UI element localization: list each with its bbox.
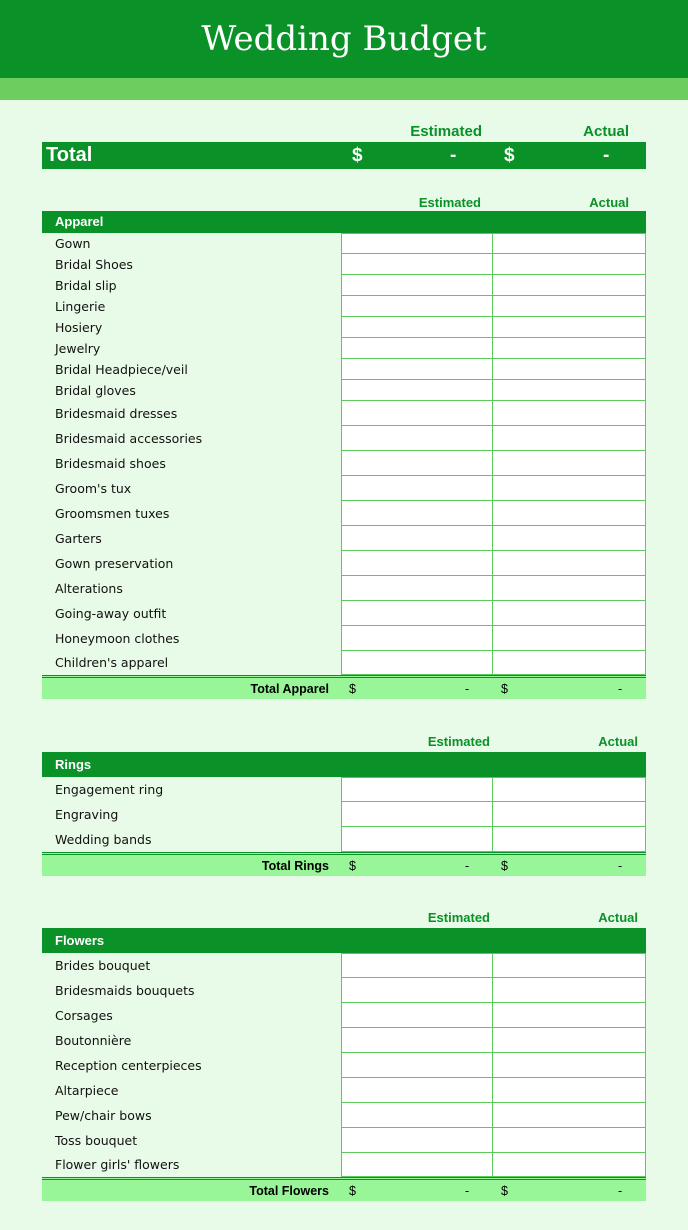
estimated-cell[interactable] xyxy=(341,1028,493,1053)
actual-cell[interactable] xyxy=(493,777,646,802)
estimated-cell[interactable] xyxy=(341,1153,493,1177)
actual-cell[interactable] xyxy=(493,1053,646,1078)
rings-title: Rings xyxy=(42,752,646,777)
estimated-cell[interactable] xyxy=(341,1003,493,1028)
actual-cell[interactable] xyxy=(493,576,646,601)
apparel-section xyxy=(42,211,646,699)
actual-cell[interactable] xyxy=(493,317,646,338)
estimated-cell[interactable] xyxy=(341,953,493,978)
flowers-total-actual-currency: $ xyxy=(501,1184,508,1198)
actual-cell[interactable] xyxy=(493,827,646,852)
actual-cell[interactable] xyxy=(493,601,646,626)
estimated-cell[interactable] xyxy=(341,233,493,254)
estimated-cell[interactable] xyxy=(341,1128,493,1153)
table-row xyxy=(42,978,646,1003)
summary-actual-header: Actual xyxy=(583,123,629,140)
actual-cell[interactable] xyxy=(493,1103,646,1128)
table-row xyxy=(42,1003,646,1028)
table-row xyxy=(42,501,646,526)
actual-cell[interactable] xyxy=(493,254,646,275)
apparel-estimated-header: Estimated xyxy=(418,195,481,210)
apparel-total-estimated-value: - xyxy=(465,682,470,696)
flowers-total-estimated-currency: $ xyxy=(349,1184,356,1198)
estimated-cell[interactable] xyxy=(341,401,493,426)
item-label: Engagement ring xyxy=(55,782,164,797)
actual-cell[interactable] xyxy=(493,380,646,401)
estimated-cell[interactable] xyxy=(341,526,493,551)
estimated-cell[interactable] xyxy=(341,802,493,827)
item-label: Wedding bands xyxy=(55,832,152,847)
actual-cell[interactable] xyxy=(493,1078,646,1103)
estimated-cell[interactable] xyxy=(341,501,493,526)
item-label: Jewelry xyxy=(55,341,101,356)
estimated-cell[interactable] xyxy=(341,651,493,675)
estimated-cell[interactable] xyxy=(341,380,493,401)
table-row xyxy=(42,601,646,626)
grand-total-bar xyxy=(42,142,646,169)
actual-cell[interactable] xyxy=(493,978,646,1003)
actual-cell[interactable] xyxy=(493,651,646,675)
rings-total-estimated-value: - xyxy=(465,859,470,873)
rings-estimated-header: Estimated xyxy=(427,734,490,749)
estimated-cell[interactable] xyxy=(341,551,493,576)
table-row xyxy=(42,802,646,827)
page-title: Wedding Budget xyxy=(0,0,688,78)
actual-cell[interactable] xyxy=(493,1153,646,1177)
rings-total-estimated-currency: $ xyxy=(349,859,356,873)
item-label: Corsages xyxy=(55,1008,113,1023)
actual-cell[interactable] xyxy=(493,551,646,576)
flowers-total-row xyxy=(42,1177,646,1201)
flowers-section xyxy=(42,928,646,1201)
actual-cell[interactable] xyxy=(493,296,646,317)
table-row xyxy=(42,626,646,651)
rings-total-label: Total Rings xyxy=(261,859,329,873)
flowers-total-actual-value: - xyxy=(618,1184,623,1198)
item-label: Pew/chair bows xyxy=(55,1108,152,1123)
item-label: Bridesmaids bouquets xyxy=(55,983,195,998)
item-label: Bridal Shoes xyxy=(55,257,133,272)
estimated-cell[interactable] xyxy=(341,254,493,275)
estimated-cell[interactable] xyxy=(341,1078,493,1103)
actual-cell[interactable] xyxy=(493,802,646,827)
table-row xyxy=(42,380,646,401)
item-label: Garters xyxy=(55,531,102,546)
estimated-cell[interactable] xyxy=(341,1053,493,1078)
actual-cell[interactable] xyxy=(493,426,646,451)
apparel-title: Apparel xyxy=(42,211,646,233)
table-row xyxy=(42,359,646,380)
apparel-total-actual-value: - xyxy=(618,682,623,696)
item-label: Toss bouquet xyxy=(55,1133,138,1148)
table-row xyxy=(42,317,646,338)
item-label: Gown preservation xyxy=(55,556,174,571)
actual-cell[interactable] xyxy=(493,476,646,501)
actual-cell[interactable] xyxy=(493,1003,646,1028)
item-label: Lingerie xyxy=(55,299,106,314)
item-label: Bridal Headpiece/veil xyxy=(55,362,188,377)
item-label: Hosiery xyxy=(55,320,103,335)
table-row xyxy=(42,953,646,978)
actual-cell[interactable] xyxy=(493,451,646,476)
flowers-total-label: Total Flowers xyxy=(249,1184,329,1198)
table-row xyxy=(42,338,646,359)
grand-total-actual-value: - xyxy=(603,145,610,166)
apparel-total-actual-currency: $ xyxy=(501,682,508,696)
flowers-title: Flowers xyxy=(42,928,646,953)
table-row xyxy=(42,401,646,426)
header-band xyxy=(0,78,688,100)
estimated-cell[interactable] xyxy=(341,626,493,651)
estimated-cell[interactable] xyxy=(341,359,493,380)
table-row xyxy=(42,1028,646,1053)
rings-total-row xyxy=(42,852,646,876)
actual-cell[interactable] xyxy=(493,233,646,254)
rings-total-actual-value: - xyxy=(618,859,623,873)
estimated-cell[interactable] xyxy=(341,476,493,501)
estimated-cell[interactable] xyxy=(341,978,493,1003)
actual-cell[interactable] xyxy=(493,626,646,651)
grand-total-label: Total xyxy=(46,144,93,166)
item-label: Reception centerpieces xyxy=(55,1058,202,1073)
table-row xyxy=(42,551,646,576)
table-row xyxy=(42,254,646,275)
item-label: Altarpiece xyxy=(55,1083,119,1098)
table-row xyxy=(42,451,646,476)
estimated-cell[interactable] xyxy=(341,296,493,317)
item-label: Brides bouquet xyxy=(55,958,151,973)
estimated-cell[interactable] xyxy=(341,338,493,359)
flowers-estimated-header: Estimated xyxy=(427,910,490,925)
actual-cell[interactable] xyxy=(493,1028,646,1053)
item-label: Bridal gloves xyxy=(55,383,136,398)
estimated-cell[interactable] xyxy=(341,576,493,601)
rings-total-actual-currency: $ xyxy=(501,859,508,873)
table-row xyxy=(42,1103,646,1128)
actual-cell[interactable] xyxy=(493,275,646,296)
table-row xyxy=(42,426,646,451)
apparel-total-estimated-currency: $ xyxy=(349,682,356,696)
item-label: Flower girls' flowers xyxy=(55,1157,180,1172)
estimated-cell[interactable] xyxy=(341,275,493,296)
actual-cell[interactable] xyxy=(493,526,646,551)
table-row xyxy=(42,1153,646,1177)
table-row xyxy=(42,1053,646,1078)
table-row xyxy=(42,777,646,802)
item-label: Boutonnière xyxy=(55,1033,132,1048)
grand-total-actual-currency: $ xyxy=(504,145,515,166)
actual-cell[interactable] xyxy=(493,401,646,426)
table-row xyxy=(42,827,646,852)
flowers-actual-header: Actual xyxy=(598,910,638,925)
actual-cell[interactable] xyxy=(493,1128,646,1153)
table-row xyxy=(42,651,646,675)
item-label: Honeymoon clothes xyxy=(55,631,180,646)
estimated-cell[interactable] xyxy=(341,1103,493,1128)
table-row xyxy=(42,296,646,317)
estimated-cell[interactable] xyxy=(341,777,493,802)
table-row xyxy=(42,275,646,296)
summary-estimated-header: Estimated xyxy=(410,123,482,140)
grand-total-estimated-value: - xyxy=(450,145,457,166)
rings-actual-header: Actual xyxy=(598,734,638,749)
table-row xyxy=(42,476,646,501)
item-label: Children's apparel xyxy=(55,655,169,670)
actual-cell[interactable] xyxy=(493,953,646,978)
item-label: Engraving xyxy=(55,807,119,822)
item-label: Bridesmaid dresses xyxy=(55,406,178,421)
estimated-cell[interactable] xyxy=(341,426,493,451)
item-label: Bridesmaid shoes xyxy=(55,456,166,471)
table-row xyxy=(42,1128,646,1153)
estimated-cell[interactable] xyxy=(341,601,493,626)
rings-section xyxy=(42,752,646,876)
item-label: Bridal slip xyxy=(55,278,117,293)
item-label: Groom's tux xyxy=(55,481,132,496)
estimated-cell[interactable] xyxy=(341,451,493,476)
table-row xyxy=(42,526,646,551)
apparel-total-label: Total Apparel xyxy=(250,682,329,696)
item-label: Groomsmen tuxes xyxy=(55,506,170,521)
table-row xyxy=(42,1078,646,1103)
actual-cell[interactable] xyxy=(493,338,646,359)
apparel-actual-header: Actual xyxy=(589,195,629,210)
estimated-cell[interactable] xyxy=(341,827,493,852)
item-label: Alterations xyxy=(55,581,123,596)
table-row xyxy=(42,233,646,254)
actual-cell[interactable] xyxy=(493,359,646,380)
item-label: Going-away outfit xyxy=(55,606,167,621)
estimated-cell[interactable] xyxy=(341,317,493,338)
item-label: Gown xyxy=(55,236,91,251)
flowers-total-estimated-value: - xyxy=(465,1184,470,1198)
item-label: Bridesmaid accessories xyxy=(55,431,203,446)
apparel-total-row xyxy=(42,675,646,699)
table-row xyxy=(42,576,646,601)
grand-total-estimated-currency: $ xyxy=(352,145,363,166)
actual-cell[interactable] xyxy=(493,501,646,526)
